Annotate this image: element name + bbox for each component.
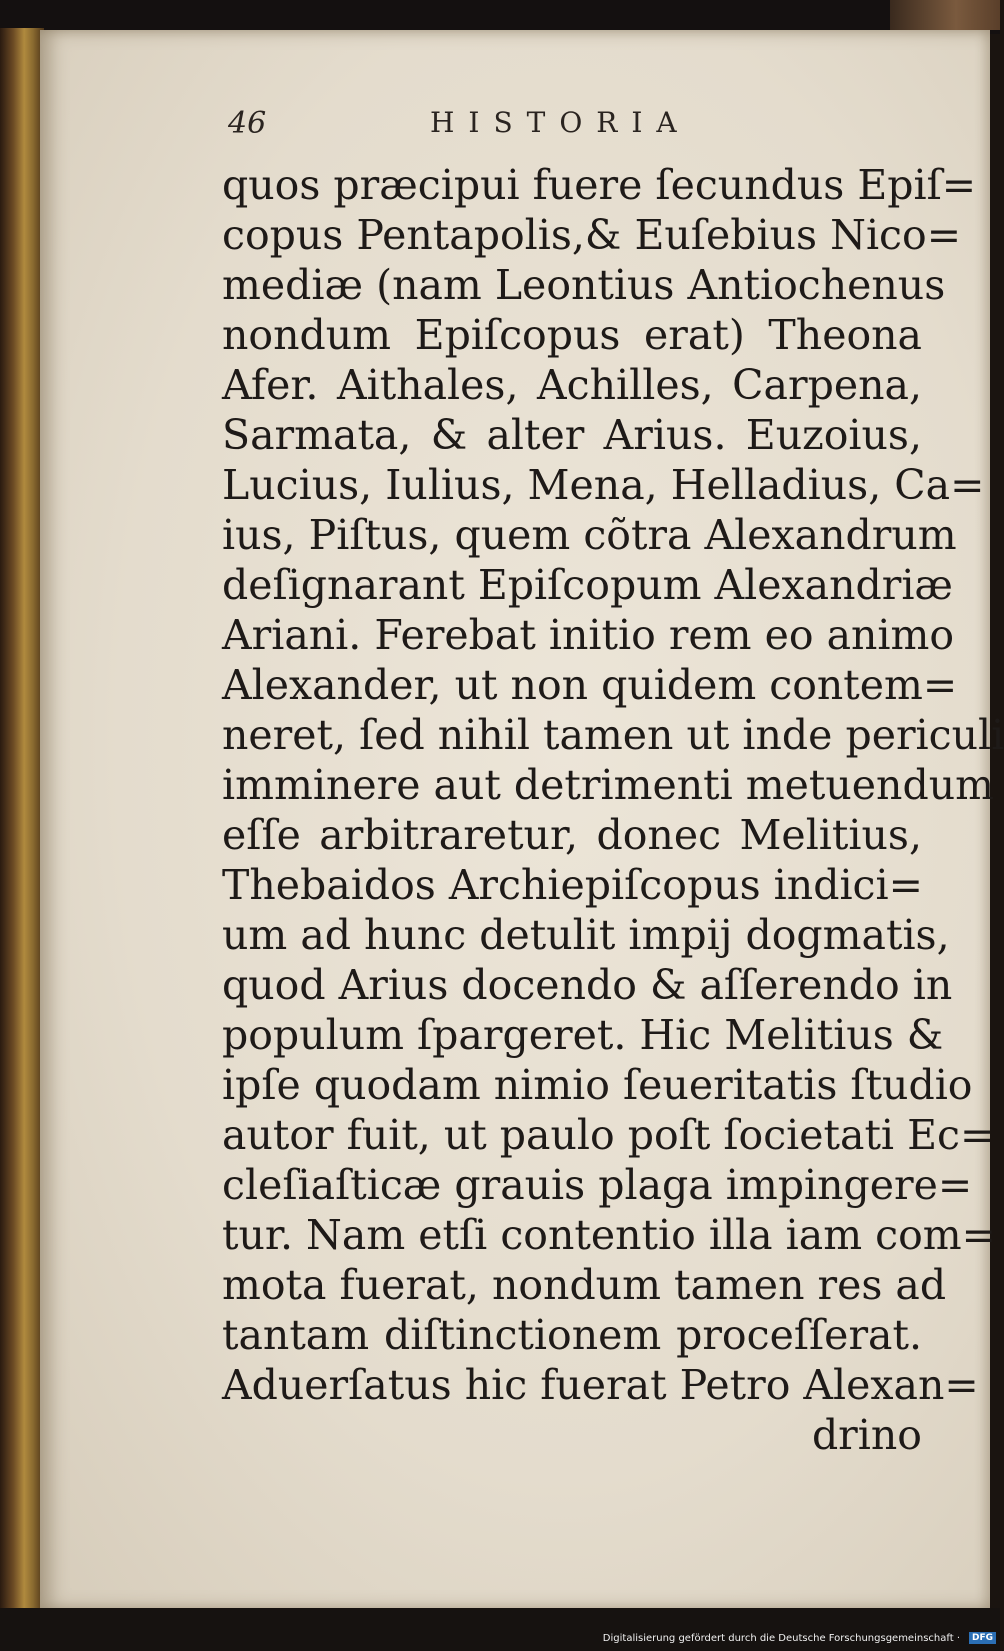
text-line: eſſe arbitraretur, donec Melitius,	[222, 811, 922, 859]
top-background-strip	[0, 0, 1000, 34]
page-number: 46	[228, 106, 267, 141]
text-line: tur. Nam etſi contentio illa iam com=	[222, 1211, 996, 1259]
body-text	[222, 160, 1004, 1460]
text-line: cleſiaſticæ grauis plaga impingere=	[222, 1161, 973, 1209]
text-line: quod Arius docendo & aſſerendo in	[222, 961, 953, 1009]
text-line: mota fuerat, nondum tamen res ad	[222, 1261, 947, 1309]
text-line: Sarmata, & alter Arius. Euzoius,	[222, 411, 922, 459]
text-line: ipſe quodam nimio ſeueritatis ſtudio	[222, 1061, 973, 1109]
text-line: populum ſpargeret. Hic Melitius &	[222, 1011, 944, 1059]
text-line: Lucius, Iulius, Mena, Helladius, Ca=	[222, 461, 985, 509]
text-line: um ad hunc detulit impij dogmatis,	[222, 911, 950, 959]
text-line: ius, Piſtus, quem cõtra Alexandrum	[222, 511, 957, 559]
dfg-logo-badge: DFG	[969, 1632, 996, 1644]
book-gilt-edge	[0, 28, 44, 1618]
text-line: Alexander, ut non quidem contem=	[222, 661, 958, 709]
text-line: Aduerſatus hic fuerat Petro Alexan=	[222, 1361, 979, 1409]
text-line: autor fuit, ut paulo poſt ſocietati Ec=	[222, 1111, 995, 1159]
digitization-credit: Digitalisierung gefördert durch die Deutsche Forschungsgemeinschaft ·	[602, 1633, 960, 1644]
corner-wood-edge	[890, 0, 1000, 30]
bottom-background-strip	[0, 1608, 1000, 1651]
text-line: Thebaidos Archiepiſcopus indici=	[222, 861, 923, 909]
running-head: HISTORIA	[430, 106, 691, 139]
text-line: deſignarant Epiſcopum Alexandriæ	[222, 561, 953, 609]
text-line: copus Pentapolis,& Euſebius Nico=	[222, 211, 962, 259]
text-line: nondum Epiſcopus erat) Theona	[222, 311, 922, 359]
text-line: imminere aut detrimenti metuendum	[222, 761, 994, 809]
text-line: mediæ (nam Leontius Antiochenus	[222, 261, 946, 309]
text-line: Ariani. Ferebat initio rem eo animo	[222, 611, 955, 659]
catchword: drino	[811, 1411, 922, 1459]
text-line: quos præcipui fuere ſecundus Epiſ=	[222, 161, 977, 209]
text-line: neret, ſed nihil tamen ut inde periculi	[222, 711, 1004, 759]
text-line: tantam diſtinctionem proceſſerat.	[222, 1311, 922, 1359]
text-line: Afer. Aithales, Achilles, Carpena,	[222, 361, 922, 409]
